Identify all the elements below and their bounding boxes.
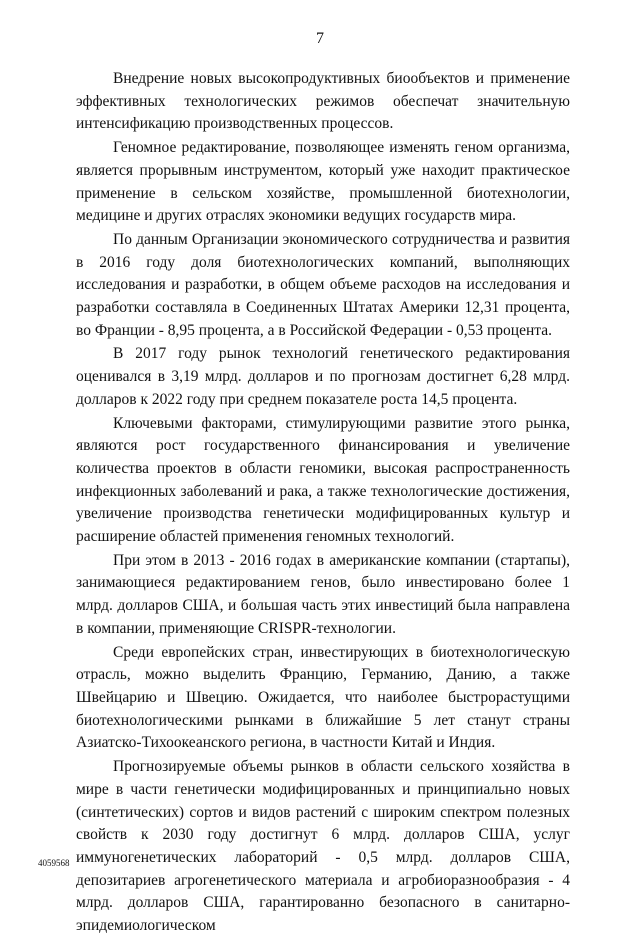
paragraph-4: В 2017 году рынок технологий генетического редактирования оценивался в 3,19 млрд. долларов и по прогнозам достигнет 6,28 млрд. долларов к 2022 году при среднем показателе роста 14,5 процента. (76, 345, 570, 408)
paragraph-8: Прогнозируемые объемы рынков в области сельского хозяйства в мире в части генетически модифицированных и принципиально новых (синтетических) сортов и видов растений с широким спектром полезных свойств к 2030 году достигнут 6 млрд. долларов США, услуг иммуногенетических лабораторий - 0,5 млрд. долларов США, депозитариев агрогенетического материала и агробиоразнообразия - 4 млрд. долларов США, гарантированно безопасного в санитарно-эпидемиологическом (76, 758, 570, 935)
paragraph-3: По данным Организации экономического сотрудничества и развития в 2016 году доля биотехнологических компаний, выполняющих исследования и разработки, в общем объеме расходов на исследования и разработки составляла в Соединенных Штатах Америки 12,31 процента, во Франции - 8,95 процента, а в Российской Федерации - 0,53 процента. (76, 230, 570, 339)
paragraph-5: Ключевыми факторами, стимулирующими развитие этого рынка, являются рост государственного финансирования и увеличение количества проектов в области геномики, высокая распространенность инфекционных заболеваний и рака, а также технологические достижения, увеличение производства генетически модифицированных культур и расширение областей применения геномных технологий. (76, 414, 570, 546)
document-body (76, 68, 570, 939)
paragraph-1: Внедрение новых высокопродуктивных биообъектов и применение эффективных технологических режимов обеспечат значительную интенсификацию производственных процессов. (76, 70, 570, 133)
paragraph-7: Среди европейских стран, инвестирующих в биотехнологическую отрасль, можно выделить Францию, Германию, Данию, а также Швейцарию и Швецию. Ожидается, что наиболее быстрорастущими биотехнологическими рынками в ближайшие 5 лет станут страны Азиатско-Тихоокеанского региона, в частности Китай и Индия. (76, 643, 570, 752)
paragraph-2: Геномное редактирование, позволяющее изменять геном организма, является прорывным инструментом, который уже находит практическое применение в сельском хозяйстве, промышленной биотехнологии, медицине и других отраслях экономики ведущих государств мира. (76, 139, 570, 225)
paragraph-6: При этом в 2013 - 2016 годах в американские компании (стартапы), занимающиеся редактированием генов, было инвестировано более 1 млрд. долларов США, и большая часть этих инвестиций была направлена в компании, применяющие CRISPR-технологии. (76, 551, 570, 637)
document-code: 4059568 (38, 858, 70, 868)
page-number: 7 (316, 30, 324, 47)
